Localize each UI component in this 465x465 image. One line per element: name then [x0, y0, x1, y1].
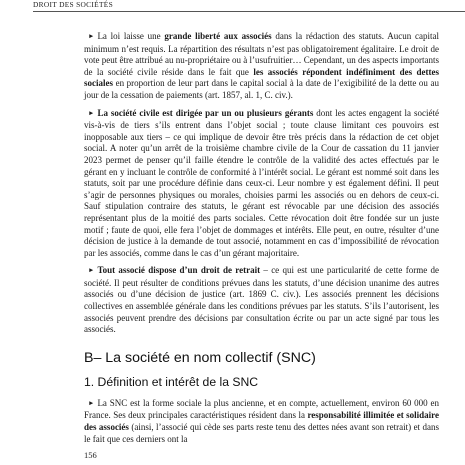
paragraph-text: dans la rédaction des statuts. Aucun capital minimum n’est requis. La répartition des résultats n’est pas obligatoirement égalitaire. Le droit de vote peut être attribué au nu-propriétaire ou à l’usufruitier… Cependant, un des aspects importants de la société civile réside dans le fait que	[84, 31, 439, 77]
section-heading-snc: B– La société en nom collectif (SNC)	[84, 349, 316, 366]
running-head: DROIT DES SOCIÉTÉS	[33, 0, 113, 9]
paragraph-text: (ainsi, l’associé qui cède ses parts reste tenu des dettes nées avant son retrait) et dans le fait que ces derniers ont la	[84, 422, 439, 444]
paragraph-gerants	[84, 108, 439, 260]
page-body	[84, 31, 439, 451]
paragraph-snc-definition	[84, 398, 439, 445]
bold-phrase: grande liberté aux associés	[164, 31, 272, 41]
bullet-triangle-icon: ►	[88, 109, 95, 117]
bold-phrase: La société civile est dirigée par un ou plusieurs gérants	[97, 107, 314, 118]
subsection-heading-definition: 1. Définition et intérêt de la SNC	[84, 374, 259, 389]
bold-phrase: responsabilité illimitée et solidaire des associés	[84, 410, 440, 433]
bullet-triangle-icon: ►	[88, 399, 95, 407]
paragraph-text: dont les actes engagent la société vis-à-vis de tiers s’ils entrent dans l’objet social ; toute clause limitant ces pouvoirs est inopposable aux tiers – ce qui implique de devoir être très précis dans la rédaction de cet objet social. A noter qu’un arrêt de la troisième chambre civile de la Cour de cassation du 11 janvier 2023 permet de penser qu’il faille étendre le contrôle de la validité des actes effectués par le gérant en y incluant le contrôle de conformité à l’intérêt social. Le gérant est nommé soit dans les statuts, soit par une procédure définie dans ceux-ci. Leur nombre y est également défini. Il peut s’agir de personnes physiques ou morales, choisies parmi les associés ou en dehors de ceux-ci. Sauf stipulation contraire des statuts, le gérant est révocable par une décision des associés représentant plus de la moitié des parts sociales. Cette révocation doit être fondée sur un juste motif ; faute de quoi, elle fera l’objet de dommages et intérêts. Elle peut, en outre, résulter d’une décision de justice à la demande de tout associé, notamment en cas d’impossibilité de révocation par les associés, comme dans le cas d’un gérant majoritaire.	[84, 107, 439, 258]
paragraph-text: en proportion de leur part dans le capital social à la date de l’exigibilité de la dette ou au jour de la cessation de paiements (art. 1857, al. 1, C. civ.).	[84, 78, 439, 100]
bullet-triangle-icon: ►	[88, 33, 95, 40]
header-rule	[33, 11, 465, 12]
page-number: 156	[84, 450, 97, 460]
paragraph-text: La loi laisse une	[97, 31, 165, 41]
paragraph-statuts-liberte	[84, 31, 439, 102]
paragraph-text: La SNC est la forme sociale la plus ancienne, et en compte, actuellement, environ 60 000 en France. Ses deux principales caractéristiques résident dans la	[84, 397, 439, 421]
bold-phrase: Tout associé dispose d’un droit de retrait	[97, 265, 261, 276]
bullet-triangle-icon: ►	[88, 267, 95, 275]
bold-phrase: les associés répondent indéfiniment des dettes sociales	[84, 66, 440, 89]
paragraph-droit-retrait	[84, 265, 439, 336]
paragraph-text: – ce qui est une particularité de cette forme de société. Il peut résulter de conditions prévues dans les statuts, d’une décision unanime des autres associés ou d’une décision de justice (art. 1869 C. civ.). Les associés prennent les décisions collectives en assemblée générale dans les conditions prévues par les statuts. S’ils l’autorisent, les associés peuvent prendre des décisions par consultation écrite ou par un acte signé par tous les associés.	[84, 265, 440, 335]
